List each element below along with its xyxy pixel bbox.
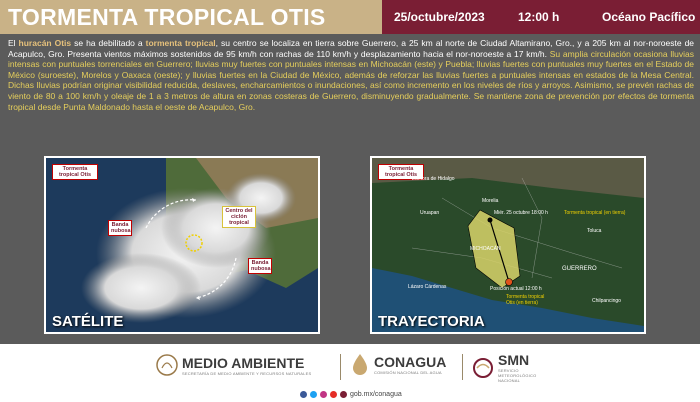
band-tag-1: Banda nubosa	[108, 220, 132, 236]
state-label: GUERRERO	[562, 266, 597, 272]
twitter-icon[interactable]	[310, 391, 317, 398]
storm-tag: Tormenta tropical Otis	[52, 164, 98, 180]
current-storm: Tormenta tropical Otis (en tierra)	[506, 294, 545, 306]
divider	[340, 354, 341, 380]
prevention-zone: Se mantiene zona de prevención por efectos de tormenta tropical desde Punta Maldonado hasta el oeste de Acapulco, Gro.	[8, 90, 694, 112]
semarnat-logo	[156, 352, 311, 378]
place-label: Chilpancingo	[592, 298, 621, 304]
forecast-status: Tormenta tropical (en tierra)	[564, 210, 626, 216]
social-links	[300, 391, 402, 398]
place-label: Morelia	[482, 198, 499, 204]
smn-emblem-icon	[472, 357, 494, 379]
place-label: Uruapan	[420, 210, 440, 216]
smn-subtitle: SERVICIO METEOROLÓGICO NACIONAL	[498, 368, 537, 383]
title-bar	[0, 0, 382, 34]
center-tag: Centro del ciclón tropical	[222, 206, 256, 228]
band-tag-2: Banda nubosa	[248, 258, 272, 274]
conagua-logo	[350, 352, 446, 376]
website-url[interactable]: gob.mx/conagua	[350, 391, 402, 398]
bulletin-part: se ha debilitado a	[71, 38, 146, 48]
state-label: MICHOACÁN	[470, 246, 501, 252]
bulletin-text	[8, 38, 694, 112]
rain-forecast: Su amplia circulación ocasiona lluvias intensas con puntuales torrenciales en Guerrero; lluvias muy fuertes con puntuales intensas en Michoacán (este) y Puebla; lluvias fuertes con puntuales muy fuertes en el Estado de México (suroeste), Morelos y Oaxaca (oeste); y lluvias fuertes en la Ciudad de México, además de reforzar las lluvias fuertes a puntuales intensas en estados de la Mesa Central. Dichas lluvias podrían originar visibilidad reducida, deslaves, encharcamientos o inundaciones, así como incremento en los niveles de ríos y arroyos. Asimismo, se prevén rachas de viento de 80 a 100 km/h y oleaje de 1 a 3 metros de altura en zonas costeras de Guerrero, disminuyendo gradualmente.	[8, 48, 694, 101]
trajectory-map	[370, 156, 646, 334]
header	[0, 0, 700, 34]
instagram-icon[interactable]	[320, 391, 327, 398]
semarnat-name: MEDIO AMBIENTE	[182, 354, 305, 371]
content-panel	[0, 34, 700, 344]
satellite-map	[44, 156, 320, 334]
place-label: Lázaro Cárdenas	[408, 284, 447, 290]
water-drop-icon	[350, 352, 370, 376]
bulletin-part: , su centro se localiza en tierra sobre Guerrero, a 25 km al norte de Ciudad Altamirano, Gro., y a 205 km al nor-noroeste de Acapulco, Gro. Presenta vientos máximos sostenidos de 95 km/h con rachas de 110 km/h y desplazamiento hacia el nor-noroeste a 17 km/h.	[8, 38, 695, 59]
region-text: Océano Pacífico	[602, 10, 696, 24]
date-text: 25/octubre/2023	[394, 10, 485, 24]
divider	[462, 354, 463, 380]
footer	[0, 344, 700, 402]
youtube-icon[interactable]	[330, 391, 337, 398]
conagua-name: CONAGUA	[374, 353, 447, 370]
current-position: Posición actual 12:00 h	[490, 286, 542, 292]
seal-icon	[156, 352, 178, 378]
semarnat-subtitle: SECRETARÍA DE MEDIO AMBIENTE Y RECURSOS NATURALES	[182, 370, 312, 376]
time-text: 12:00 h	[518, 10, 560, 24]
place-label: Toluca	[587, 228, 602, 234]
meta-bar	[382, 0, 700, 34]
facebook-icon[interactable]	[300, 391, 307, 398]
forecast-label: Miér. 25 octubre 18:00 h	[494, 210, 548, 216]
place-label: Zamora de Hidalgo	[412, 176, 455, 182]
web-icon[interactable]	[340, 391, 347, 398]
satellite-image	[46, 158, 318, 332]
satellite-caption: SATÉLITE	[52, 313, 124, 330]
smn-name: SMN	[498, 352, 530, 368]
storm-tag: Tormenta tropical Otis	[378, 164, 424, 180]
trajectory-caption: TRAYECTORIA	[378, 313, 485, 330]
bulletin-part: El	[8, 38, 19, 48]
conagua-subtitle: COMISIÓN NACIONAL DEL AGUA	[374, 369, 442, 375]
smn-logo	[472, 352, 538, 383]
page-title: TORMENTA TROPICAL OTIS	[8, 4, 326, 30]
hurricane-name: huracán Otis	[18, 38, 72, 48]
storm-category: tormenta tropical	[145, 38, 216, 48]
